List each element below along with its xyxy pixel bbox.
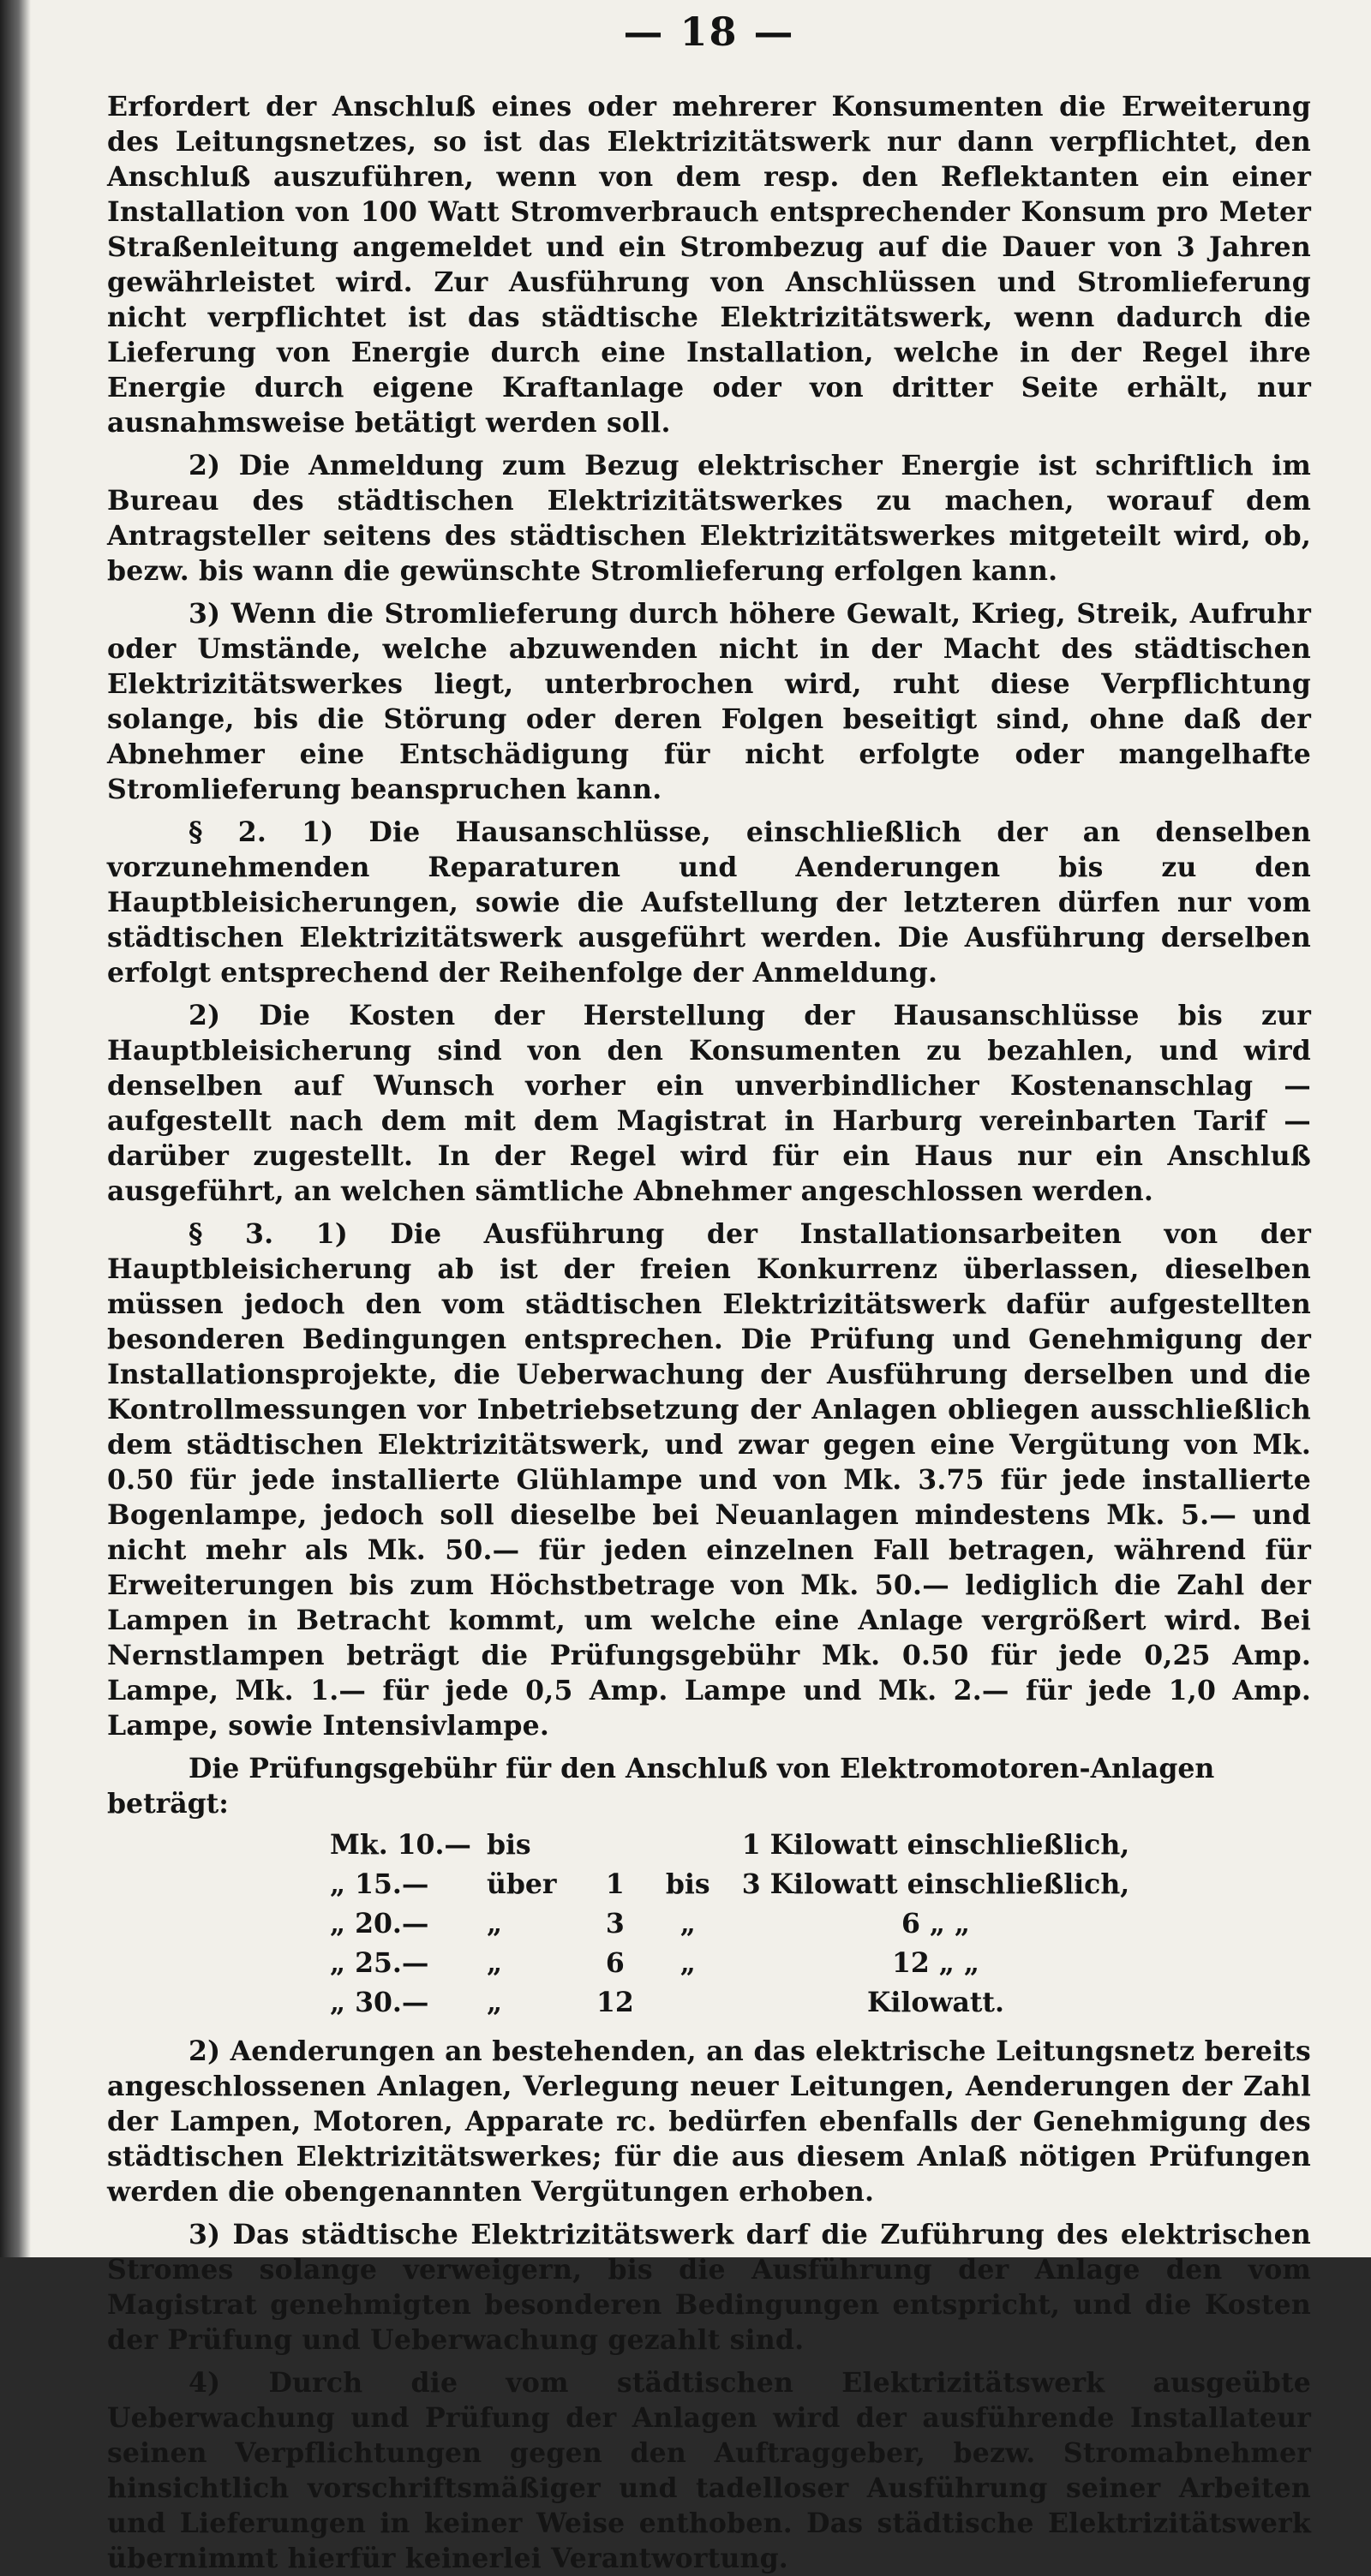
fee-qualifier: „ <box>486 1986 503 2018</box>
paragraph-1-2: 2) Die Anmeldung zum Bezug elektrischer Energie ist schriftlich im Bureau des städtischen Elektrizitätswerkes zu machen, worauf dem Antragsteller seitens des städtischen Elektrizitätswerkes mitgeteilt wird, ob, bezw. bis wann die gewünschte Stromlieferung erfolgen kann. <box>107 450 1311 587</box>
paragraph-1-3: 3) Wenn die Stromlieferung durch höhere Gewalt, Krieg, Streik, Aufruhr oder Umstände, welche abzuwenden nicht in der Macht des städtischen Elektrizitätswerkes liegt, unterbrochen wird, ruht diese Verpflichtung solange, bis die Störung oder deren Folgen beseitigt sind, ohne daß der Abnehmer eine Entschädigung für nicht erfolgte oder mangelhafte Stromlieferung beanspruchen kann. <box>107 598 1311 805</box>
fee-from: 3 <box>605 1907 625 1939</box>
fee-row <box>330 1825 1145 1864</box>
paragraph-1-continuation: Erfordert der Anschluß eines oder mehrerer Konsumenten die Erweiterung des Leitungsnetzes, so ist das Elektrizitätswerk nur dann verpflichtet, den Anschluß auszuführen, wenn von dem resp. den Reflektanten ein einer Installation von 100 Watt Stromverbrauch entsprechender Konsum pro Meter Straßenleitung angemeldet und ein Strombezug auf die Dauer von 3 Jahren gewährleistet wird. Zur Ausführung von Anschlüssen und Stromlieferung nicht verpflichtet ist das städtische Elektrizitätswerk, wenn dadurch die Lieferung von Energie durch eine Installation, welche in der Regel ihre Energie durch eigene Kraftanlage oder von dritter Seite erhält, nur ausnahmsweise betätigt werden soll. <box>107 91 1311 439</box>
fee-bis <box>650 1982 742 2022</box>
fee-row <box>330 1904 1145 1943</box>
fee-qualifier: bis <box>486 1828 531 1861</box>
fee-to: 6 „ „ <box>901 1907 971 1939</box>
fee-to: 1 Kilowatt einschließlich, <box>741 1828 1130 1861</box>
section-3-paragraph-2: 2) Aenderungen an bestehenden, an das elektrische Leitungsnetz bereits angeschlossenen Anlagen, Verlegung neuer Leitungen, Aenderungen der Zahl der Lampen, Motoren, Apparate rc. bedürfen ebenfalls der Genehmigung des städtischen Elektrizitätswerkes; für die aus diesem Anlaß nötigen Prüfungen werden die obengenannten Vergütungen erhoben. <box>107 2035 1311 2208</box>
fee-qualifier: über <box>486 1868 557 1900</box>
section-2-paragraph-1: § 2. 1) Die Hausanschlüsse, einschließlich der an denselben vorzunehmenden Reparaturen und Aenderungen bis zu den Hauptbleisicherungen, sowie die Aufstellung der letzteren dürfen nur vom städtischen Elektrizitätswerk ausgeführt werden. Die Ausführung derselben erfolgt entsprechend der Reihenfolge der Anmeldung. <box>107 816 1311 989</box>
motor-fee-table <box>330 1825 1145 2022</box>
fee-qualifier: „ <box>486 1946 503 1979</box>
fee-bis <box>650 1825 742 1864</box>
page-scan-edge <box>0 0 31 2257</box>
page-number: — 18 — <box>623 9 795 55</box>
fee-row <box>330 1943 1145 1982</box>
section-2-paragraph-2: 2) Die Kosten der Herstellung der Hausanschlüsse bis zur Hauptbleisicherung sind von den Konsumenten zu bezahlen, und wird denselben auf Wunsch vorher ein unverbindlicher Kostenanschlag — aufgestellt nach dem mit dem Magistrat in Harburg vereinbarten Tarif — darüber zugestellt. In der Regel wird für ein Haus nur ein Anschluß ausgeführt, an welchen sämtliche Abnehmer angeschlossen werden. <box>107 1000 1311 1207</box>
fee-from: 12 <box>596 1986 634 2018</box>
fee-to: 12 „ „ <box>891 1946 979 1979</box>
fee-qualifier: „ <box>486 1907 503 1939</box>
fee-amount: „ 30.— <box>330 1986 429 2018</box>
fee-bis: bis <box>665 1868 710 1900</box>
fee-bis: „ <box>680 1946 696 1979</box>
section-3-paragraph-4: 4) Durch die vom städtischen Elektrizitätswerk ausgeübte Ueberwachung und Prüfung der Anlagen wird der ausführende Installateur seinen Verpflichtungen gegen den Auftraggeber, bezw. Stromabnehmer hinsichtlich vorschriftsmäßiger und tadelloser Ausführung seiner Arbeiten und Lieferungen in keiner Weise enthoben. Das städtische Elektrizitätswerk übernimmt hierfür keinerlei Verantwortung. <box>107 2367 1311 2574</box>
section-3-paragraph-3: 3) Das städtische Elektrizitätswerk darf die Zuführung des elektrischen Stromes solange verweigern, bis die Ausführung der Anlage den vom Magistrat genehmigten besonderen Bedingungen entspricht, und die Kosten der Prüfung und Ueberwachung gezahlt sind. <box>107 2219 1311 2356</box>
fee-amount: Mk. 10.— <box>330 1828 471 1861</box>
fee-from: 6 <box>605 1946 625 1979</box>
section-3-paragraph-1: § 3. 1) Die Ausführung der Installationsarbeiten von der Hauptbleisicherung ab ist der freien Konkurrenz überlassen, dieselben müssen jedoch den vom städtischen Elektrizitätswerk dafür aufgestellten besonderen Bedingungen entsprechen. Die Prüfung und Genehmigung der Installationsprojekte, die Ueberwachung der Ausführung derselben und die Kontrollmessungen vor Inbetriebsetzung der Anlagen obliegen ausschließlich dem städtischen Elektrizitätswerk, und zwar gegen eine Vergütung von Mk. 0.50 für jede installierte Glühlampe und von Mk. 3.75 für jede installierte Bogenlampe, jedoch soll dieselbe bei Neuanlagen mindestens Mk. 5.— und nicht mehr als Mk. 50.— für jeden einzelnen Fall betragen, während für Erweiterungen bis zum Höchstbetrage von Mk. 50.— lediglich die Zahl der Lampen in Betracht kommt, um welche eine Anlage vergrößert wird. Bei Nernstlampen beträgt die Prüfungsgebühr Mk. 0.50 für jede 0,25 Amp. Lampe, Mk. 1.— für jede 0,5 Amp. Lampe und Mk. 2.— für jede 1,0 Amp. Lampe, sowie Intensivlampe. <box>107 1218 1311 1742</box>
fee-row <box>330 1982 1145 2022</box>
fee-amount: „ 25.— <box>330 1946 429 1979</box>
fee-bis: „ <box>680 1907 696 1939</box>
fee-to: Kilowatt. <box>867 1986 1004 2018</box>
fee-from <box>596 1825 650 1864</box>
motor-fee-intro: Die Prüfungsgebühr für den Anschluß von Elektromotoren-Anlagen beträgt: <box>107 1753 1215 1820</box>
fee-row <box>330 1864 1145 1904</box>
fee-amount: „ 15.— <box>330 1868 429 1900</box>
fee-from: 1 <box>605 1868 625 1900</box>
fee-amount: „ 20.— <box>330 1907 429 1939</box>
fee-to: 3 Kilowatt einschließlich, <box>741 1868 1130 1900</box>
